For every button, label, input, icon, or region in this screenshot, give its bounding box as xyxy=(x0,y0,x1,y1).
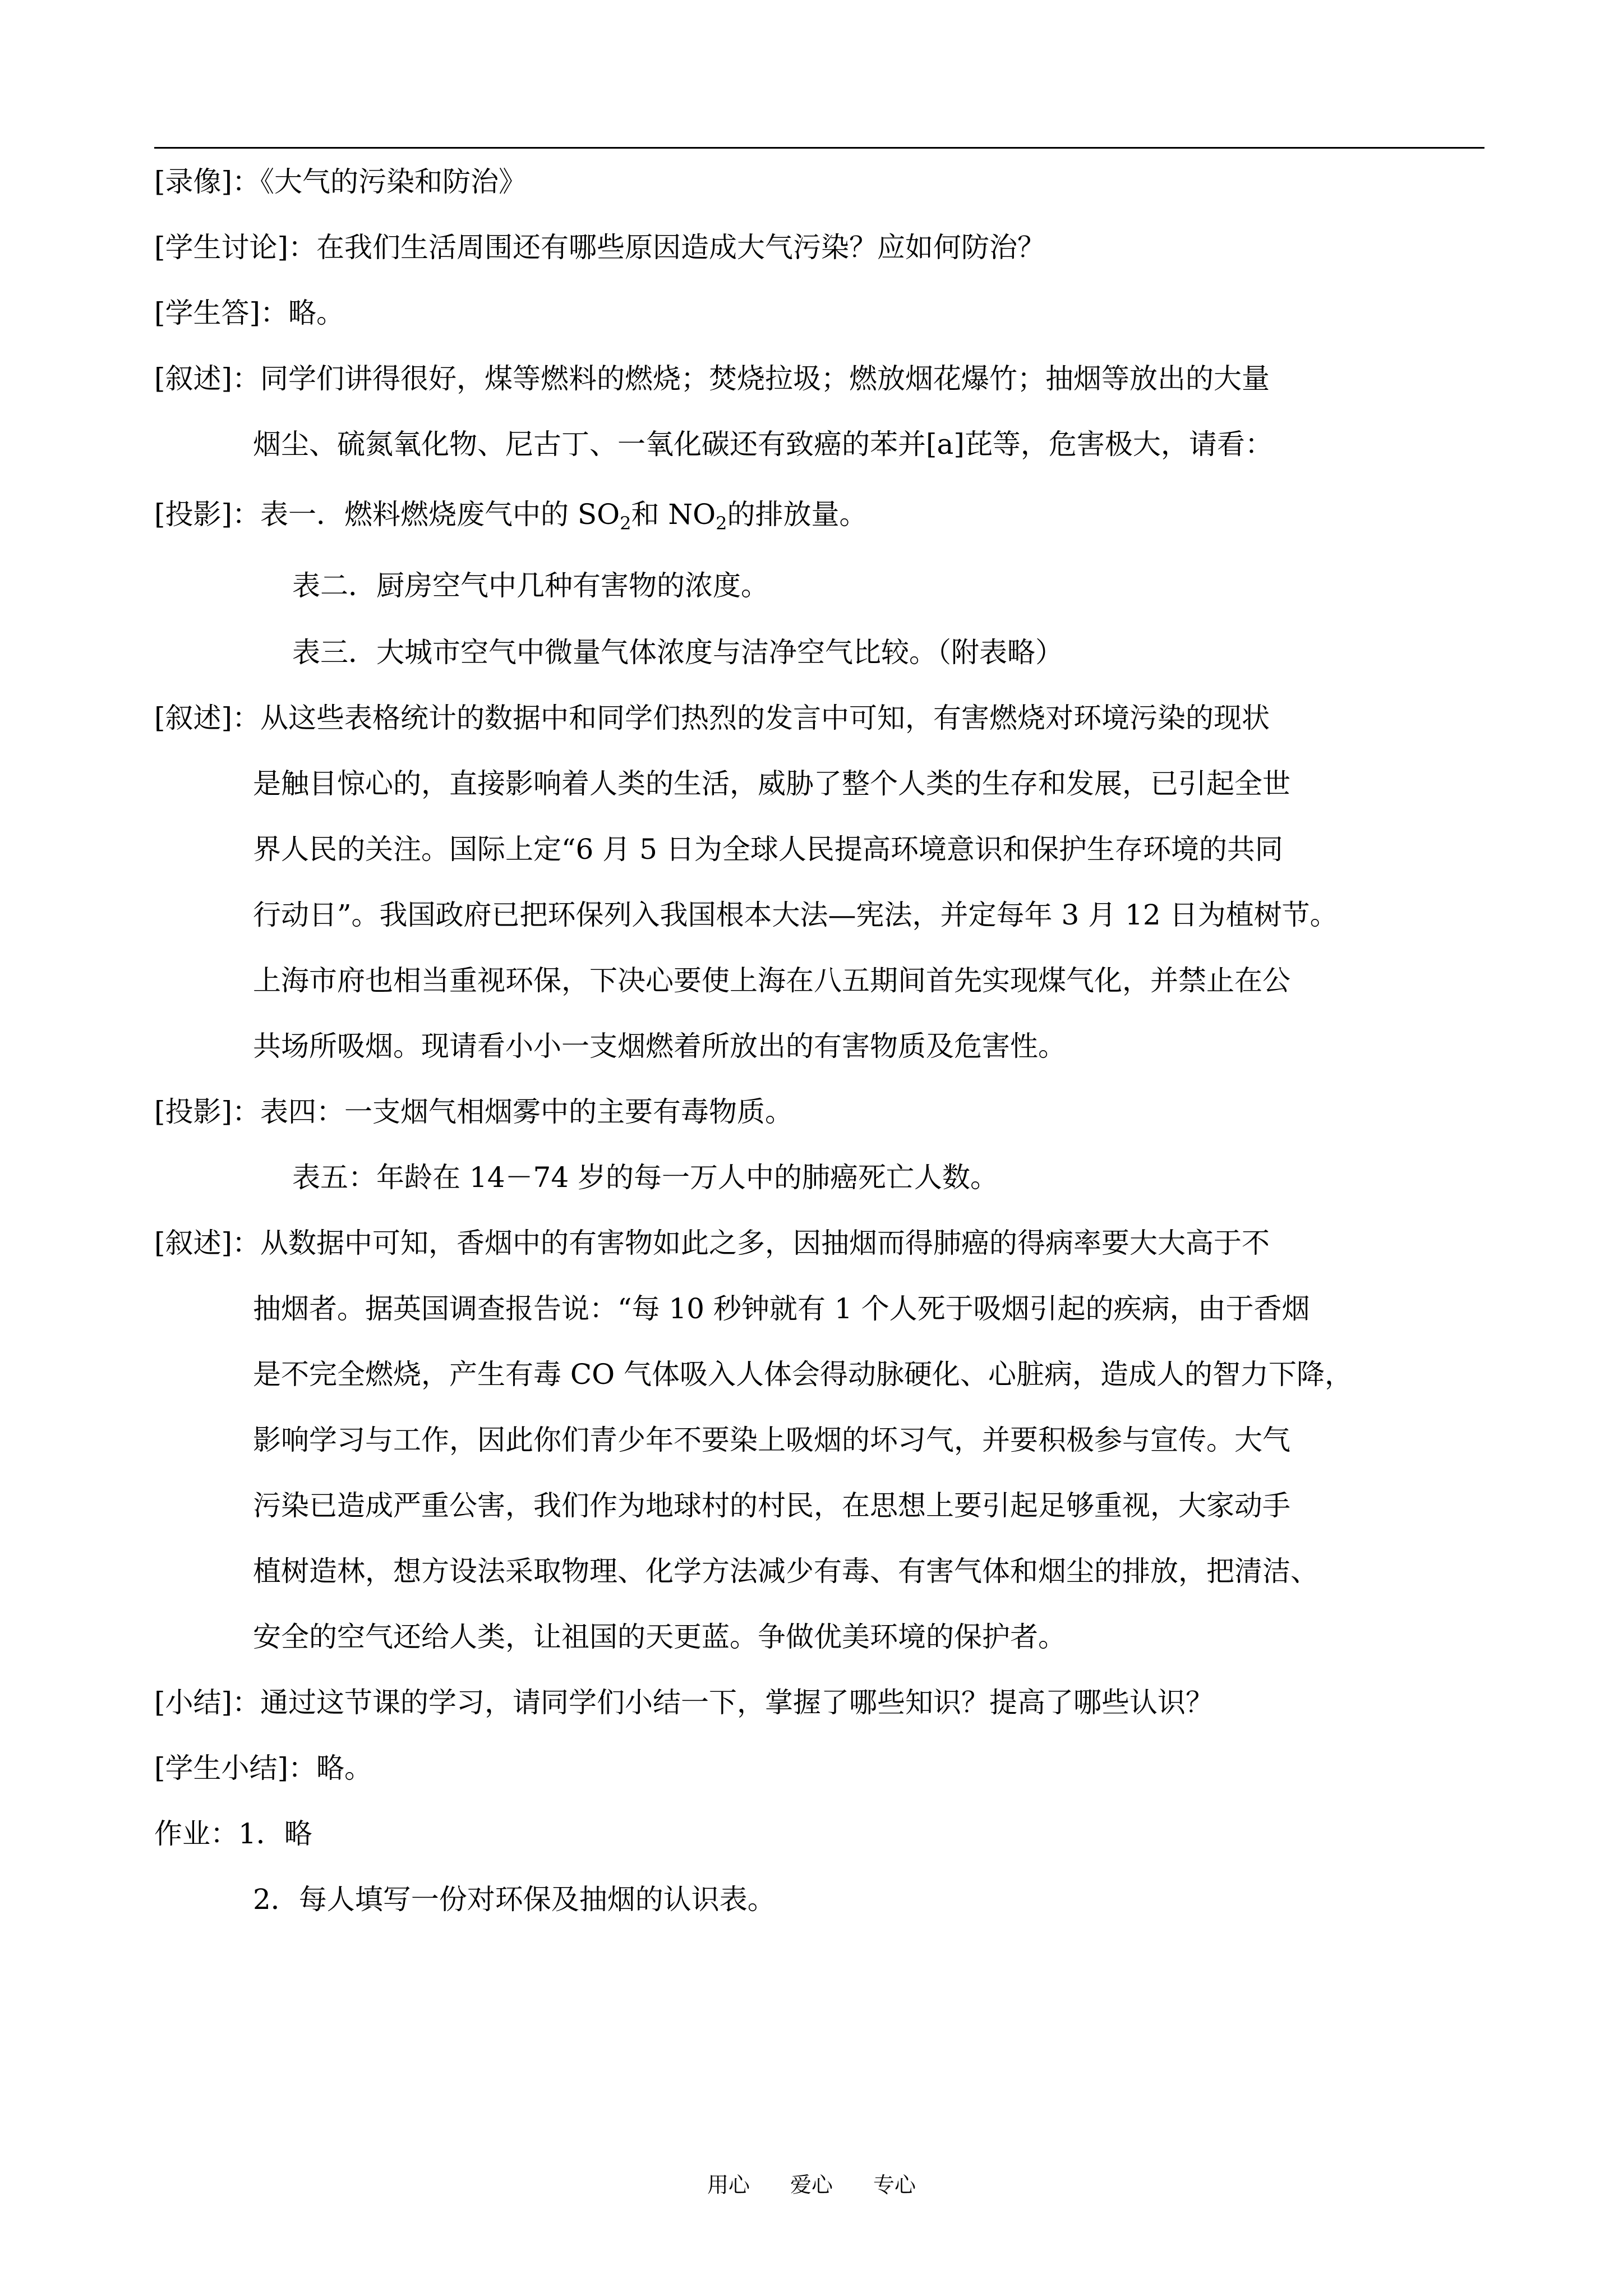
paragraph-projection-table-3: 表三．大城市空气中微量气体浓度与洁净空气比较。（附表略） xyxy=(292,636,1063,669)
text-line: 安全的空气还给人类，让祖国的天更蓝。争做优美环境的保护者。 xyxy=(253,1621,1066,1653)
text-line: 污染已造成严重公害，我们作为地球村的村民，在思想上要引起足够重视，大家动手 xyxy=(253,1489,1290,1522)
text-line: [叙述]：从数据中可知，香烟中的有害物如此之多，因抽烟而得肺癌的得病率要大大高于不 xyxy=(154,1227,1270,1259)
text-line: 是不完全燃烧，产生有毒 CO 气体吸入人体会得动脉硬化、心脏病，造成人的智力下降， xyxy=(253,1358,1353,1391)
text-line: [叙述]：从这些表格统计的数据中和同学们热烈的发言中可知，有害燃烧对环境污染的现状 xyxy=(154,702,1270,734)
paragraph-video: [录像]：《大气的污染和防治》 xyxy=(154,165,527,198)
header-rule xyxy=(154,147,1484,149)
text-line: 是触目惊心的，直接影响着人类的生活，威胁了整个人类的生存和发展，已引起全世 xyxy=(253,767,1290,800)
paragraph-projection-table-5: 表五：年龄在 14－74 岁的每一万人中的肺癌死亡人数。 xyxy=(292,1161,999,1194)
paragraph-student-answer: [学生答]：略。 xyxy=(154,297,345,329)
subscript: 2 xyxy=(716,513,727,534)
text-line: 烟尘、硫氮氧化物、尼古丁、一氧化碳还有致癌的苯并[a]芘等，危害极大，请看： xyxy=(253,428,1273,461)
text-line: 抽烟者。据英国调查报告说：“每 10 秒钟就有 1 个人死于吸烟引起的疾病，由于香烟 xyxy=(253,1292,1310,1325)
paragraph-narration-1 xyxy=(154,360,1484,463)
text-line: 界人民的关注。国际上定“6 月 5 日为全球人民提高环境意识和保护生存环境的共同 xyxy=(253,833,1283,866)
paragraph-summary: [小结]：通过这节课的学习，请同学们小结一下，掌握了哪些知识？提高了哪些认识？ xyxy=(154,1686,1214,1719)
paragraph-homework: 作业：1．略 xyxy=(154,1818,312,1850)
paragraph-narration-3 xyxy=(154,1224,1484,1656)
text-segment: [投影]：表一．燃料燃烧废气中的 SO xyxy=(154,498,620,531)
text-line: 影响学习与工作，因此你们青少年不要染上吸烟的坏习气，并要积极参与宣传。大气 xyxy=(253,1424,1290,1456)
text-line: 行动日”。我国政府已把环保列入我国根本大法—宪法，并定每年 3 月 12 日为植树节。 xyxy=(253,899,1338,931)
footer-text: 爱心 xyxy=(790,2173,833,2197)
paragraph-narration-2 xyxy=(154,699,1484,1065)
paragraph-projection-table-2: 表二．厨房空气中几种有害物的浓度。 xyxy=(292,569,769,602)
text-segment: 的排放量。 xyxy=(727,498,868,531)
paragraph-projection-table-4: [投影]：表四：一支烟气相烟雾中的主要有毒物质。 xyxy=(154,1096,794,1128)
subscript: 2 xyxy=(620,513,631,534)
text-segment: 和 NO xyxy=(631,498,716,531)
text-line: 植树造林，想方设法采取物理、化学方法减少有毒、有害气体和烟尘的排放，把清洁、 xyxy=(253,1555,1318,1588)
document-body xyxy=(154,163,1484,1918)
paragraph-student-discussion: [学生讨论]：在我们生活周围还有哪些原因造成大气污染？应如何防治？ xyxy=(154,231,1046,264)
page-footer xyxy=(0,2171,1623,2199)
text-line: 上海市府也相当重视环保，下决心要使上海在八五期间首先实现煤气化，并禁止在公 xyxy=(253,964,1290,997)
paragraph-homework-item-2: 2．每人填写一份对环保及抽烟的认识表。 xyxy=(253,1883,776,1916)
paragraph-projection-table-1 xyxy=(154,495,1484,533)
paragraph-student-summary: [学生小结]：略。 xyxy=(154,1752,373,1784)
text-line: [叙述]：同学们讲得很好，煤等燃料的燃烧；焚烧拉圾；燃放烟花爆竹；抽烟等放出的大量 xyxy=(154,362,1270,395)
text-line: 共场所吸烟。现请看小小一支烟燃着所放出的有害物质及危害性。 xyxy=(253,1030,1066,1062)
footer-text: 用心 xyxy=(707,2173,750,2197)
footer-text: 专心 xyxy=(873,2173,916,2197)
